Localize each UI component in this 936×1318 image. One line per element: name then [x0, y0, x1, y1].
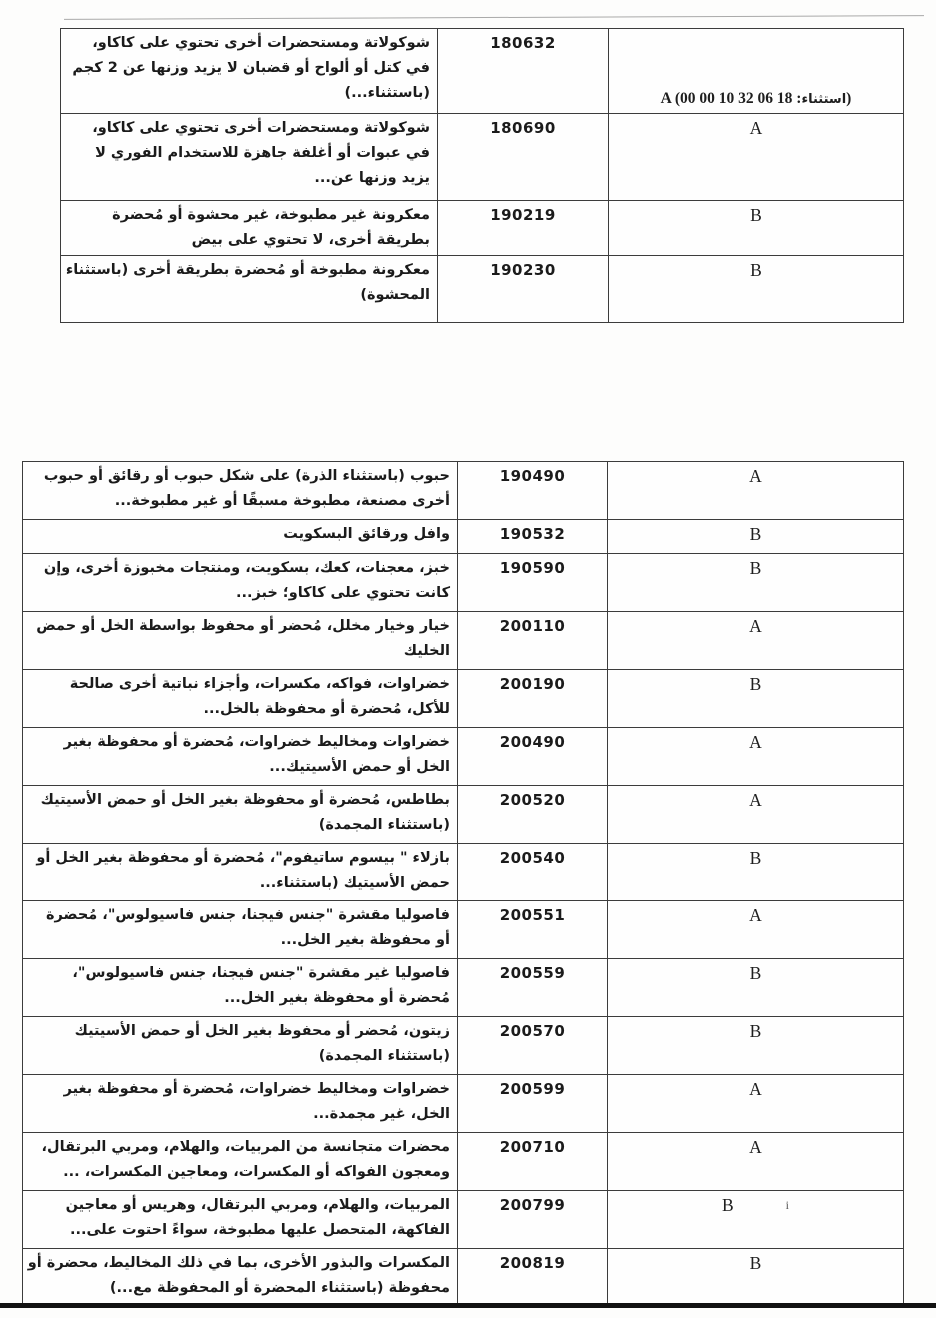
hs-code-cell: 190532: [458, 520, 608, 554]
table-row: [61, 201, 904, 256]
classification-letter: B: [749, 963, 762, 983]
classification-letter: A: [749, 790, 762, 810]
hs-code-cell: 200710: [458, 1133, 608, 1191]
table-row: [23, 728, 904, 786]
product-description-cell: معكرونة غير مطبوخة، غير محشوة أو مُحضرة بطريقة أخرى، لا تحتوي على بيض: [61, 201, 438, 256]
hs-code-cell: 200520: [458, 786, 608, 844]
classification-cell: [608, 1133, 904, 1191]
classification-letter: B: [721, 1195, 734, 1215]
table-row: [23, 901, 904, 959]
classification-letter: B: [750, 260, 762, 280]
product-description-cell: خيار وخيار مخلل، مُحضر أو محفوظ بواسطة الخل أو حمض الخليك: [23, 612, 458, 670]
ink-speck-artifact: i: [785, 1198, 790, 1212]
page-bottom-rule: [0, 1303, 936, 1308]
hs-code-cell: 200570: [458, 1017, 608, 1075]
classification-cell: [609, 114, 904, 201]
classification-letter: B: [749, 524, 762, 544]
classification-cell: [608, 786, 904, 844]
classification-cell: [608, 554, 904, 612]
classification-cell: [608, 1075, 904, 1133]
hs-code-cell: 200551: [458, 901, 608, 959]
exception-note-prefix: A (: [660, 90, 681, 107]
hs-code-cell: 200490: [458, 728, 608, 786]
hs-code-cell: 200540: [458, 844, 608, 901]
product-description-cell: خضراوات ومخاليط خضراوات، مُحضرة أو محفوظة بغير الخل، غير مجمدة...: [23, 1075, 458, 1133]
hs-code-cell: 200110: [458, 612, 608, 670]
classification-cell: [608, 520, 904, 554]
table-row: [61, 256, 904, 323]
hs-code-cell: 190590: [458, 554, 608, 612]
product-description-cell: شوكولاتة ومستحضرات أخرى تحتوي على كاكاو، في عبوات أو أغلفة جاهزة للاستخدام الفوري لا يزيد وزنها عن...: [61, 114, 438, 201]
table-row: [23, 554, 904, 612]
classification-cell: [608, 612, 904, 670]
table-row: [23, 1017, 904, 1075]
product-description-cell: معكرونة مطبوخة أو مُحضرة بطريقة أخرى (باستثناء المحشوة): [61, 256, 438, 323]
hs-code-cell: 190490: [458, 462, 608, 520]
classification-cell: [608, 1249, 904, 1304]
classification-letter: A: [749, 466, 762, 486]
classification-letter: B: [749, 1253, 762, 1273]
classification-cell: [608, 1017, 904, 1075]
classification-letter: A: [749, 118, 763, 138]
classification-cell: [608, 670, 904, 728]
classification-cell: [608, 959, 904, 1017]
classification-letter: B: [749, 1021, 762, 1041]
product-description-cell: خضراوات، فواكه، مكسرات، وأجزاء نباتية أخرى صالحة للأكل، مُحضرة أو محفوظة بالخل...: [23, 670, 458, 728]
table-row: [23, 1249, 904, 1304]
hs-code-cell: 200190: [458, 670, 608, 728]
hs-code-cell: 200819: [458, 1249, 608, 1304]
product-description-cell: بطاطس، مُحضرة أو محفوظة بغير الخل أو حمض الأسيتيك (باستثناء المجمدة): [23, 786, 458, 844]
exception-note-word: استثناء: [801, 92, 847, 107]
table-row: [23, 612, 904, 670]
classification-letter: B: [749, 558, 762, 578]
product-description-cell: شوكولاتة ومستحضرات أخرى تحتوي على كاكاو، في كتل أو ألواح أو قضبان لا يزيد وزنها عن 2 كجم (باستثناء...): [61, 29, 438, 114]
table-row: [23, 844, 904, 901]
classification-cell: [608, 462, 904, 520]
classification-cell: [609, 201, 904, 256]
table-row: [23, 959, 904, 1017]
product-description-cell: بازلاء " بيسوم ساتيفوم"، مُحضرة أو محفوظة بغير الخل أو حمض الأسيتيك (باستثناء...: [23, 844, 458, 901]
hs-codes-table-upper: [60, 28, 904, 323]
product-description-cell: محضرات متجانسة من المربيات، والهلام، ومربي البرتقال، ومعجون الفواكه أو المكسرات، ومعاجين المكسرات، ...: [23, 1133, 458, 1191]
hs-code-cell: 180690: [438, 114, 609, 201]
hs-code-cell: 200599: [458, 1075, 608, 1133]
product-description-cell: حبوب (باستثناء الذرة) على شكل حبوب أو رقائق أو حبوب أخرى مصنعة، مطبوخة مسبقًا أو غير مطبوخة...: [23, 462, 458, 520]
table-row: [23, 462, 904, 520]
product-description-cell: المربيات، والهلام، ومربي البرتقال، وهريس أو معاجين الفاكهة، المتحصل عليها مطبوخة، سواءً احتوت على...: [23, 1191, 458, 1249]
product-description-cell: فاصوليا غير مقشرة "جنس فيجنا، جنس فاسيولوس"، مُحضرة أو محفوظة بغير الخل...: [23, 959, 458, 1017]
classification-letter: A: [749, 616, 762, 636]
product-description-cell: وافل ورقائق البسكويت: [23, 520, 458, 554]
table-row: [23, 1075, 904, 1133]
classification-letter: A: [749, 732, 762, 752]
scan-artifact-line: [64, 15, 924, 20]
classification-letter: B: [749, 674, 762, 694]
table-row: [23, 520, 904, 554]
classification-letter: B: [750, 205, 762, 225]
table-row: [23, 786, 904, 844]
product-description-cell: المكسرات والبذور الأخرى، بما في ذلك المخاليط، محضرة أو محفوظة (باستثناء المحضرة أو المحفوظة مع...): [23, 1249, 458, 1304]
table-row: [23, 1133, 904, 1191]
hs-code-cell: 180632: [438, 29, 609, 114]
classification-letter: A: [749, 905, 762, 925]
table-row: [61, 29, 904, 114]
product-description-cell: خضراوات ومخاليط خضراوات، مُحضرة أو محفوظة بغير الخل أو حمض الأسيتيك...: [23, 728, 458, 786]
hs-code-cell: 200559: [458, 959, 608, 1017]
table-row: [23, 1191, 904, 1249]
hs-code-cell: 190230: [438, 256, 609, 323]
classification-cell: [609, 256, 904, 323]
classification-letter: A: [749, 1079, 762, 1099]
classification-letter: B: [749, 848, 762, 868]
product-description-cell: فاصوليا مقشرة "جنس فيجنا، جنس فاسيولوس"، مُحضرة أو محفوظة بغير الخل...: [23, 901, 458, 959]
classification-cell: [609, 29, 904, 114]
classification-letter: A: [749, 1137, 762, 1157]
hs-code-cell: 200799: [458, 1191, 608, 1249]
hs-code-cell: 190219: [438, 201, 609, 256]
hs-codes-table-lower: [22, 461, 904, 1304]
classification-cell: [608, 728, 904, 786]
classification-cell: [608, 844, 904, 901]
table-row: [61, 114, 904, 201]
classification-cell: [608, 901, 904, 959]
product-description-cell: زيتون، مُحضر أو محفوظ بغير الخل أو حمض الأسيتيك (باستثناء المجمدة): [23, 1017, 458, 1075]
classification-cell: [608, 1191, 904, 1249]
product-description-cell: خبز، معجنات، كعك، بسكويت، ومنتجات مخبوزة أخرى، وإن كانت تحتوي على كاكاو؛ خبز...: [23, 554, 458, 612]
table-row: [23, 670, 904, 728]
exception-note-suffix: : 18 06 32 10 00 00): [680, 90, 852, 107]
